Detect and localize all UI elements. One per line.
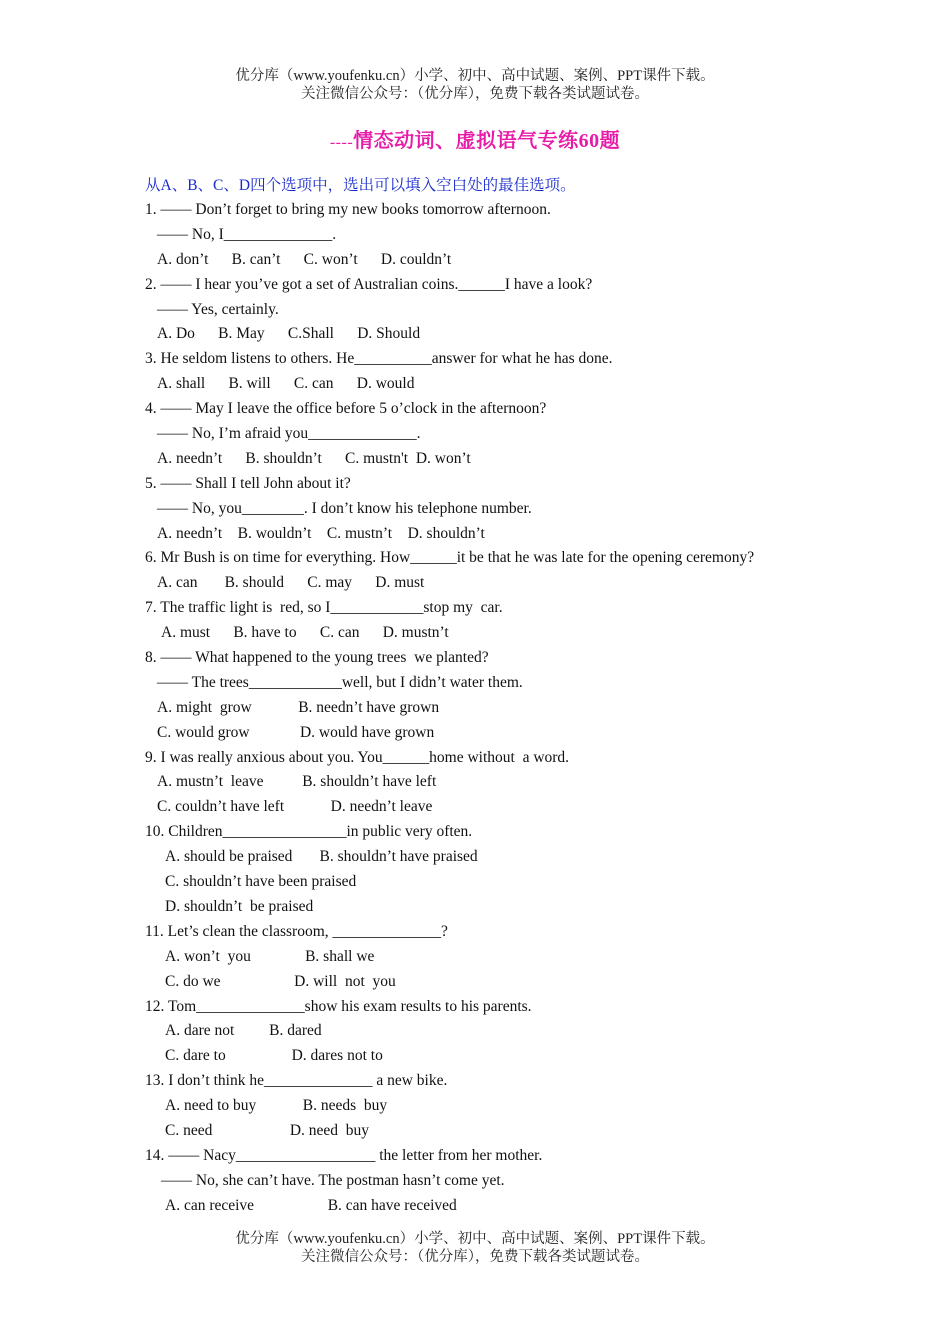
question-stem: 12. Tom______________show his exam results to his parents. bbox=[145, 997, 532, 1015]
question-options: A. dare not B. dared bbox=[165, 1022, 322, 1040]
question-options: C. couldn’t have left D. needn’t leave bbox=[157, 798, 433, 816]
question-stem: 1. —— Don’t forget to bring my new books tomorrow afternoon. bbox=[145, 201, 551, 218]
question-options: A. won’t you B. shall we bbox=[165, 947, 375, 965]
question-options: C. shouldn’t have been praised bbox=[165, 873, 357, 891]
footer-line-2: 关注微信公众号：（优分库），免费下载各类试题试卷。 bbox=[301, 1249, 649, 1265]
question-stem: 5. —— Shall I tell John about it? bbox=[145, 474, 351, 492]
question-stem: 2. —— I hear you’ve got a set of Australian coins.______I have a look? bbox=[145, 275, 593, 293]
instruction: 从A、B、C、D四个选项中，选出可以填入空白处的最佳选项。 bbox=[145, 177, 576, 194]
page-footer bbox=[0, 1230, 950, 1266]
question-options: A. might grow B. needn’t have grown bbox=[157, 698, 440, 716]
question-stem: 4. —— May I leave the office before 5 o’clock in the afternoon? bbox=[145, 400, 547, 418]
question-options: C. need D. need buy bbox=[165, 1121, 370, 1139]
question-stem: 9. I was really anxious about you. You______home without a word. bbox=[145, 748, 570, 766]
question-reply: —— No, I______________. bbox=[157, 225, 337, 243]
question-list bbox=[145, 173, 845, 1219]
question-options: A. Do B. May C.Shall D. Should bbox=[157, 325, 421, 343]
question-options: C. dare to D. dares not to bbox=[165, 1047, 383, 1065]
question-stem: 14. —— Nacy__________________ the letter from her mother. bbox=[145, 1146, 543, 1164]
question-options: A. needn’t B. shouldn’t C. mustn't D. won’t bbox=[157, 449, 471, 467]
question-options: C. do we D. will not you bbox=[165, 972, 396, 990]
question-stem: 8. —— What happened to the young trees we planted? bbox=[145, 649, 489, 667]
question-options: D. shouldn’t be praised bbox=[165, 897, 314, 915]
header-line-1: 优分库（www.youfenku.cn）小学、初中、高中试题、案例、PPT课件下载。 bbox=[235, 68, 715, 84]
question-options: A. can B. should C. may D. must bbox=[157, 574, 425, 592]
question-reply: —— No, she can’t have. The postman hasn’t come yet. bbox=[161, 1171, 505, 1189]
question-stem: 3. He seldom listens to others. He__________answer for what he has done. bbox=[145, 350, 613, 368]
question-options: A. shall B. will C. can D. would bbox=[157, 375, 415, 393]
question-options: A. don’t B. can’t C. won’t D. couldn’t bbox=[157, 250, 452, 268]
question-options: A. needn’t B. wouldn’t C. mustn’t D. shouldn’t bbox=[157, 524, 485, 542]
question-stem: 10. Children________________in public very often. bbox=[145, 823, 473, 841]
question-stem: 13. I don’t think he______________ a new bike. bbox=[145, 1072, 448, 1090]
question-reply: —— Yes, certainly. bbox=[157, 300, 279, 318]
question-reply: —— No, I’m afraid you______________. bbox=[157, 425, 421, 443]
page-title bbox=[0, 124, 950, 153]
question-reply: —— The trees____________well, but I didn’t water them. bbox=[157, 673, 523, 691]
question-options: C. would grow D. would have grown bbox=[157, 723, 435, 741]
question-stem: 7. The traffic light is red, so I____________stop my car. bbox=[145, 599, 503, 617]
question-options: A. must B. have to C. can D. mustn’t bbox=[161, 624, 449, 642]
question-options: A. need to buy B. needs buy bbox=[165, 1097, 388, 1115]
question-options: A. should be praised B. shouldn’t have praised bbox=[165, 848, 478, 866]
title-prefix: ---- bbox=[329, 134, 354, 151]
question-options: A. mustn’t leave B. shouldn’t have left bbox=[157, 773, 437, 791]
title-text: 情态动词、虚拟语气专练60题 bbox=[353, 130, 621, 152]
header-line-2: 关注微信公众号：（优分库），免费下载各类试题试卷。 bbox=[301, 86, 649, 102]
page-header bbox=[0, 67, 950, 103]
question-options: A. can receive B. can have received bbox=[165, 1196, 457, 1214]
question-stem: 6. Mr Bush is on time for everything. How______it be that he was late for the opening ceremony? bbox=[145, 549, 755, 567]
question-reply: —— No, you________. I don’t know his telephone number. bbox=[157, 499, 532, 517]
question-stem: 11. Let’s clean the classroom, ______________? bbox=[145, 922, 448, 940]
footer-line-1: 优分库（www.youfenku.cn）小学、初中、高中试题、案例、PPT课件下载。 bbox=[235, 1231, 715, 1247]
